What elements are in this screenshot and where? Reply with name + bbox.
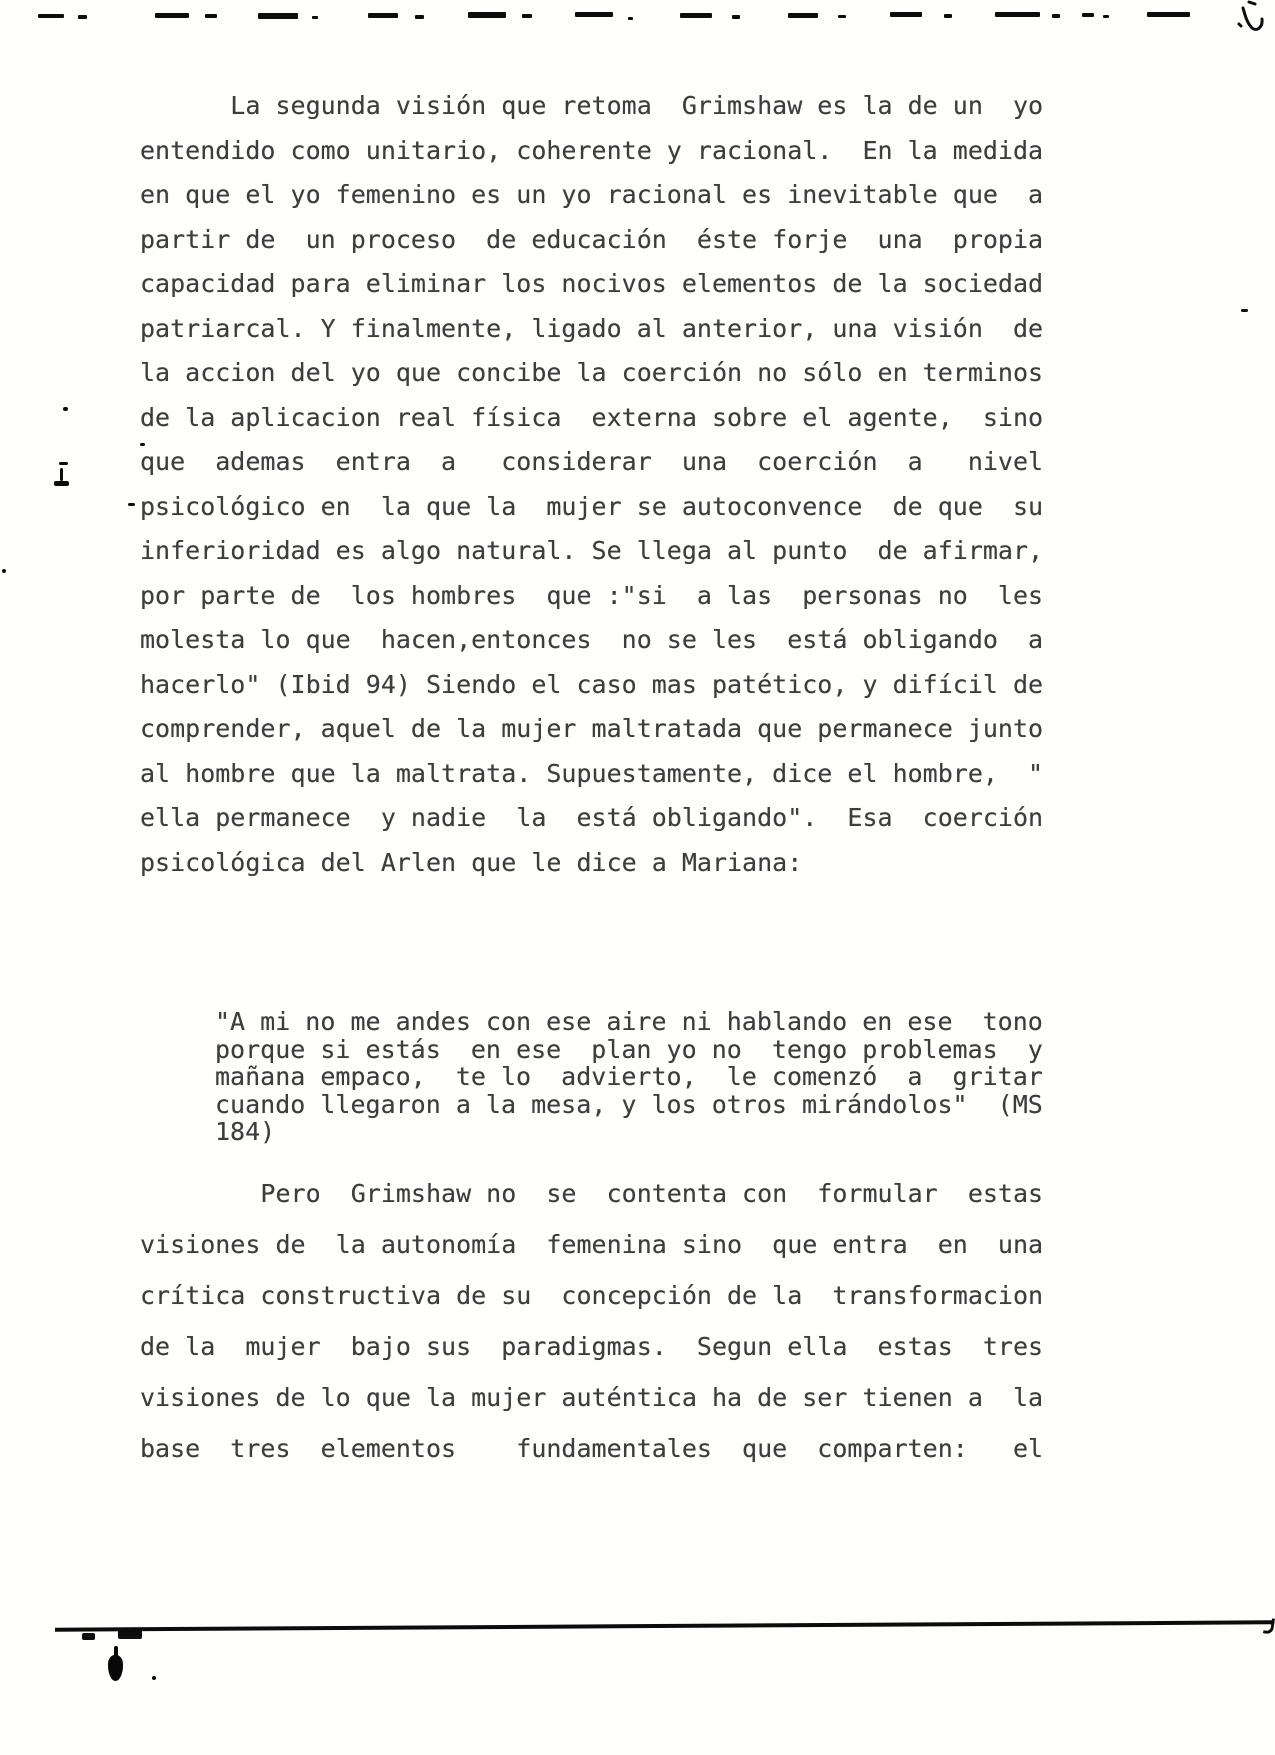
torn-edge-dash — [415, 15, 424, 19]
text-line: entendido como unitario, coherente y racional. En la medida — [140, 135, 1044, 165]
text-line: capacidad para eliminar los nocivos elementos de la sociedad — [140, 269, 1044, 298]
torn-edge-dash — [205, 14, 217, 18]
torn-edge-dash — [1082, 13, 1094, 17]
text-line: molesta lo que hacen,entonces no se les está obligando a — [140, 625, 1044, 654]
scan-speck — [152, 1676, 156, 1680]
text-line: de la aplicacion real física externa sobre el agente, sino — [140, 402, 1044, 432]
text-line: 184) — [215, 1117, 276, 1146]
scan-speck — [59, 462, 68, 465]
scan-speck — [60, 468, 63, 481]
text-line: psicológica del Arlen que le dice a Mariana: — [140, 847, 803, 877]
text-line: partir de un proceso de educación éste forje una propia — [140, 224, 1044, 254]
torn-edge-dash — [1147, 12, 1190, 17]
text-line: por parte de los hombres que :"si a las personas no les — [140, 580, 1044, 610]
torn-edge-dash — [1103, 15, 1109, 18]
text-line: base tres elementos fundamentales que comparten: el — [140, 1434, 1044, 1463]
torn-edge-dash — [628, 17, 633, 20]
torn-edge-dash — [680, 13, 712, 18]
text-line: Pero Grimshaw no se contenta con formular estas — [140, 1179, 1044, 1208]
scan-speck — [140, 443, 145, 446]
scan-edge-line — [55, 1620, 1273, 1631]
torn-edge-dash — [890, 12, 922, 17]
torn-edge-dash — [995, 12, 1040, 17]
text-line: patriarcal. Y finalmente, ligado al anterior, una visión de — [140, 313, 1044, 343]
torn-edge-dash — [368, 13, 398, 18]
text-line: porque si estás en ese plan yo no tengo problemas y — [215, 1034, 1043, 1064]
torn-edge-dash — [788, 13, 818, 18]
text-line: mañana empaco, te lo advierto, le comenzó a gritar — [215, 1062, 1043, 1091]
handwritten-check-mark-icon — [1228, 0, 1274, 40]
text-line: la accion del yo que concibe la coerción no sólo en terminos — [140, 358, 1044, 387]
torn-edge-dash — [522, 14, 532, 18]
torn-edge-dash — [838, 15, 846, 18]
text-line: que ademas entra a considerar una coerción a nivel — [140, 447, 1044, 476]
text-line: al hombre que la maltrata. Supuestamente, dice el hombre, " — [140, 758, 1044, 788]
scan-speck — [118, 1630, 142, 1639]
torn-edge-dash — [78, 15, 87, 19]
ink-blot — [108, 1655, 123, 1681]
block-quote — [215, 1008, 1043, 1146]
torn-edge-dash — [468, 12, 506, 18]
text-line: hacerlo" (Ibid 94) Siendo el caso mas patético, y difícil de — [140, 669, 1044, 699]
torn-edge-dash — [312, 16, 318, 19]
torn-edge-dash — [944, 14, 952, 18]
scan-speck — [63, 407, 68, 411]
text-line: visiones de la autonomía femenina sino que entra en una — [140, 1230, 1044, 1259]
text-line: cuando llegaron a la mesa, y los otros mirándolos" (MS — [215, 1089, 1043, 1119]
text-line: "A mi no me andes con ese aire ni hablando en ese tono — [215, 1007, 1043, 1036]
body-paragraph — [140, 84, 1043, 885]
torn-edge-dash — [1052, 14, 1060, 18]
text-line: psicológico en la que la mujer se autoconvence de que su — [140, 491, 1044, 521]
scan-speck — [82, 1633, 95, 1640]
body-paragraph — [140, 1168, 1043, 1474]
scan-edge-line-hook — [1263, 1617, 1275, 1634]
text-line: crítica constructiva de su concepción de la transformacion — [140, 1281, 1044, 1310]
text-line: en que el yo femenino es un yo racional es inevitable que a — [140, 180, 1044, 209]
text-line: ella permanece y nadie la está obligando". Esa coerción — [140, 803, 1044, 832]
scan-speck — [128, 503, 135, 506]
scan-speck — [1241, 309, 1248, 312]
text-line: La segunda visión que retoma Grimshaw es la de un yo — [140, 91, 1044, 120]
text-line: inferioridad es algo natural. Se llega al punto de afirmar, — [140, 536, 1044, 565]
torn-edge-dash — [258, 13, 298, 19]
text-line: visiones de lo que la mujer auténtica ha de ser tienen a la — [140, 1383, 1044, 1412]
torn-edge-dash — [732, 15, 740, 19]
torn-edge-dash — [155, 13, 189, 18]
torn-edge-dash — [38, 14, 64, 18]
torn-edge-dash — [575, 12, 613, 17]
text-line: de la mujer bajo sus paradigmas. Segun ella estas tres — [140, 1332, 1044, 1361]
scan-speck — [54, 481, 69, 486]
text-line: comprender, aquel de la mujer maltratada que permanece junto — [140, 714, 1044, 743]
scan-speck — [2, 569, 6, 573]
